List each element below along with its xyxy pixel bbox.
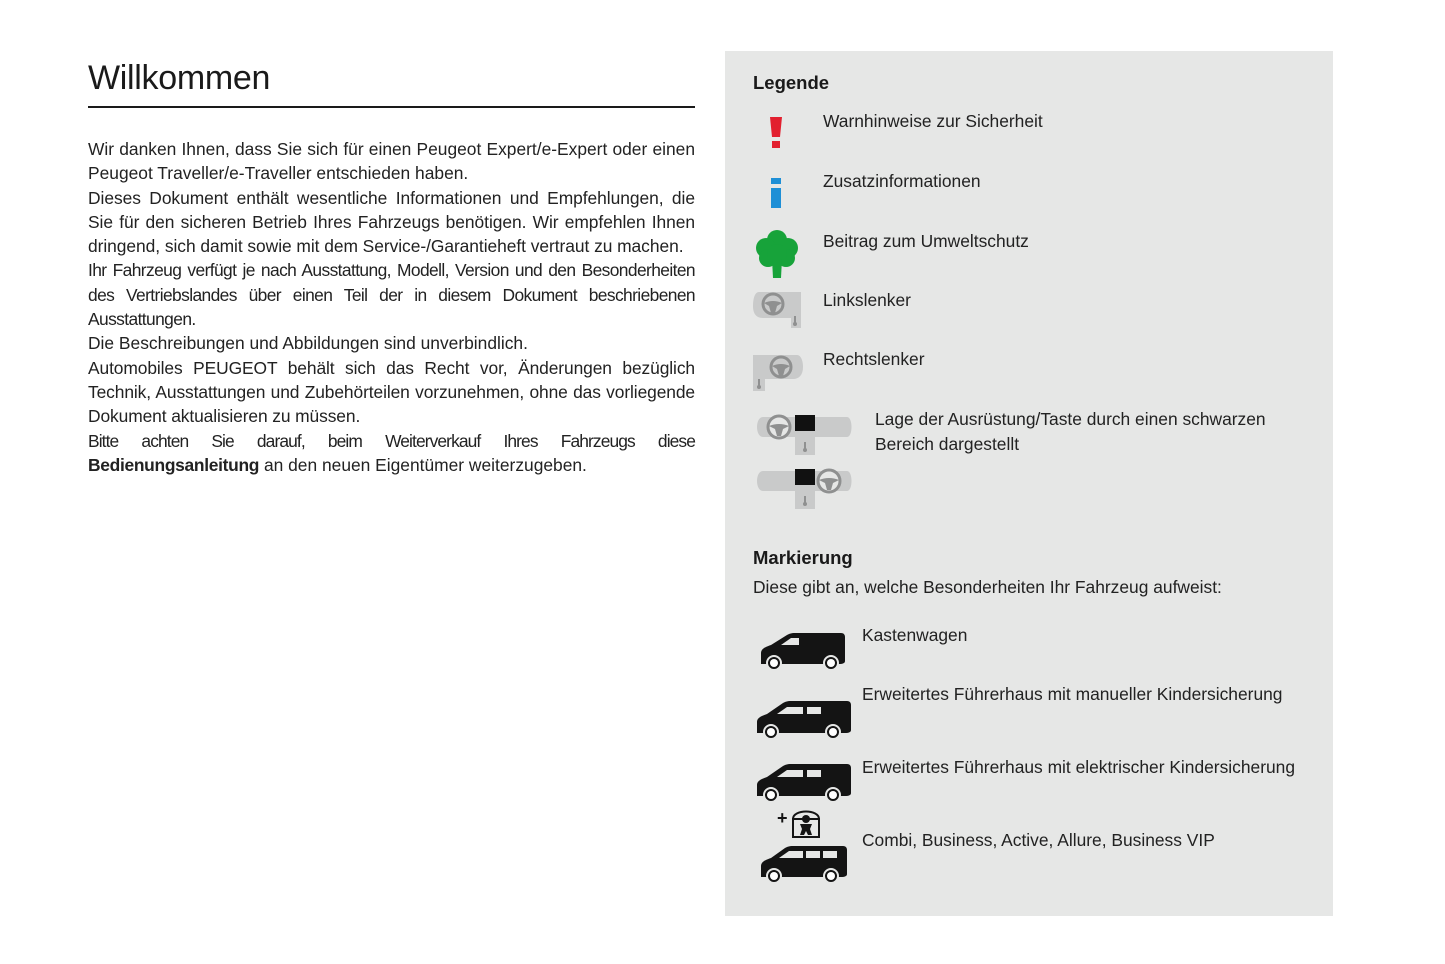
dashboard-location-icon — [755, 411, 855, 515]
legend-label: Linkslenker — [823, 290, 911, 310]
intro-text — [88, 137, 695, 477]
marking-label: Combi, Business, Active, Allure, Business VIP — [862, 830, 1215, 850]
intro-paragraph: Automobiles PEUGEOT behält sich das Recht vor, Änderungen bezüglich Technik, Ausstattungen und Zubehörteilen vorzunehmen, ohne das vorliegende Dokument aktualisieren zu müssen. — [88, 357, 695, 427]
resale-text-end: an den neuen Eigentümer weiterzugeben. — [259, 454, 587, 475]
warning-exclamation-icon — [769, 117, 783, 149]
intro-paragraph: Die Beschreibungen und Abbildungen sind unverbindlich. — [88, 333, 528, 354]
marking-subtitle: Diese gibt an, welche Besonderheiten Ihr Fahrzeug aufweist: — [753, 577, 1222, 597]
legend-panel — [725, 51, 1333, 916]
marking-label: Erweitertes Führerhaus mit manueller Kindersicherung — [862, 684, 1283, 704]
legend-label: Rechtslenker — [823, 349, 925, 369]
intro-paragraph: Dieses Dokument enthält wesentliche Informationen und Empfehlungen, die Sie für den sicheren Betrieb Ihres Fahrzeugs benötigen. Wir empfehlen Ihnen dringend, sich damit sowie mit dem Service-/Garantieheft vertraut zu machen. — [88, 187, 695, 257]
tree-icon — [755, 229, 799, 279]
legend-label: Warnhinweise zur Sicherheit — [823, 111, 1043, 131]
panel-van-icon — [759, 631, 847, 671]
legend-heading: Legende — [753, 72, 830, 93]
info-icon — [771, 178, 781, 208]
marking-label: Erweitertes Führerhaus mit elektrischer Kindersicherung — [862, 757, 1296, 777]
page-title: Willkommen — [88, 59, 271, 97]
intro-paragraph-resale — [88, 429, 695, 478]
legend-label: Lage der Ausrüstung/Taste durch einen schwarzen Bereich dargestellt — [875, 409, 1266, 454]
passenger-van-icon — [759, 844, 849, 884]
marking-heading: Markierung — [753, 547, 853, 568]
crew-cab-van-icon — [755, 698, 853, 740]
legend-label: Zusatzinformationen — [823, 171, 981, 191]
crew-cab-van-electric-child-lock-icon — [755, 761, 853, 839]
left-hand-drive-icon — [753, 290, 803, 330]
svg-text:+: + — [777, 808, 788, 828]
title-divider — [88, 106, 695, 108]
marking-label: Kastenwagen — [862, 625, 968, 645]
resale-text: Bitte achten Sie darauf, beim Weiterverkauf Ihres Fahrzeugs diese — [88, 430, 695, 451]
intro-paragraph: Wir danken Ihnen, dass Sie sich für einen Peugeot Expert/e-Expert oder einen Peugeot Traveller/e-Traveller entschieden haben. — [88, 139, 695, 184]
welcome-section — [88, 58, 695, 477]
legend-label: Beitrag zum Umweltschutz — [823, 231, 1029, 251]
intro-paragraph: Ihr Fahrzeug verfügt je nach Ausstattung, Modell, Version und den Besonderheiten des Vertriebslandes über einen Teil der in diesem Dokument beschriebenen Ausstattungen. — [88, 260, 695, 330]
right-hand-drive-icon — [753, 353, 803, 393]
manual-name: Bedienungsanleitung — [88, 454, 260, 475]
